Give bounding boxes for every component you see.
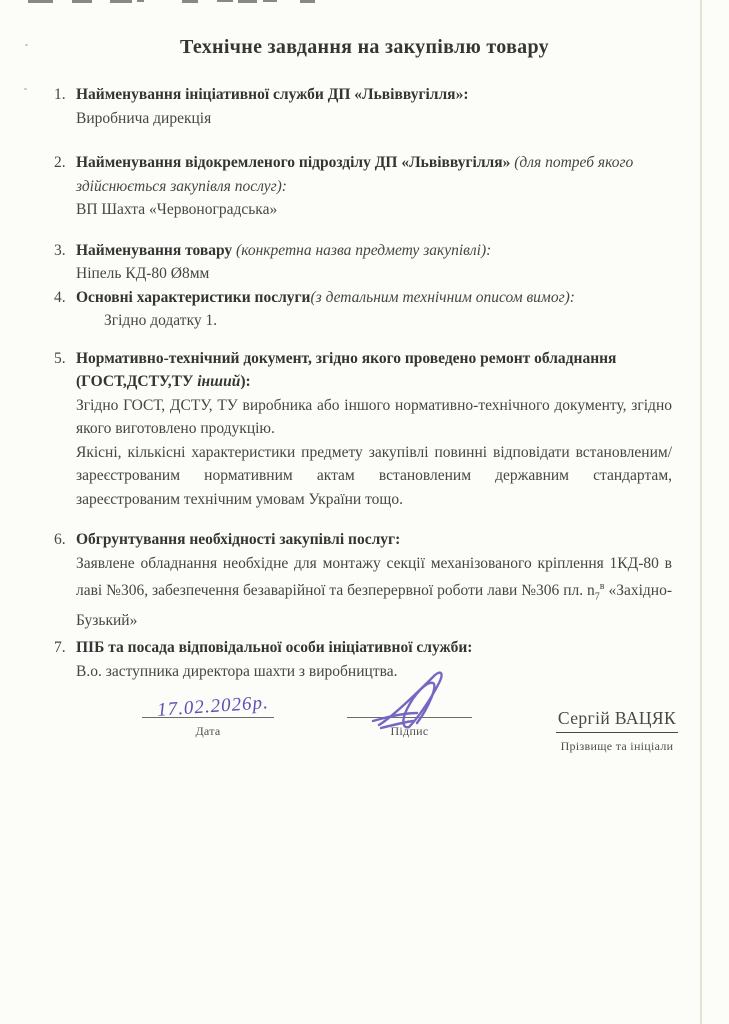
paragraph-text: «Західно-Бузький» [76, 582, 672, 629]
list-item-6 [54, 528, 672, 632]
item-heading [76, 636, 672, 660]
scan-speck [24, 88, 27, 90]
item-number: 4. [54, 288, 66, 306]
page-title: Технічне завдання на закупівлю товару [180, 36, 549, 58]
scan-artifact [263, 0, 277, 2]
item-number: 7. [54, 639, 66, 657]
list-item-1 [54, 83, 672, 130]
item-number: 3. [54, 241, 66, 259]
scan-speck [25, 44, 28, 46]
item-heading [76, 83, 672, 107]
item-label-end: ): [240, 373, 251, 390]
item-heading [76, 239, 672, 263]
subscript-text: 7 [594, 591, 600, 603]
scan-artifact [28, 0, 53, 3]
item-label: Нормативно-технічний документ, згідно якого проведено ремонт обладнання (ГОСТ,ДСТУ,ТУ [76, 349, 617, 390]
item-label: Найменування товару [76, 241, 233, 259]
signature-block [54, 692, 677, 785]
item-number: 5. [54, 349, 66, 367]
item-label: Обгрунтування необхідності закупівлі послуг: [76, 531, 401, 548]
list-item-5 [54, 347, 672, 512]
date-label: Дата [195, 724, 221, 739]
list-item-7 [54, 636, 672, 683]
scan-artifact [182, 0, 198, 3]
item-heading [76, 528, 672, 552]
responsible-person-name: Сергій ВАЦЯК [556, 707, 678, 733]
handwritten-date: 17.02.2026р. [156, 692, 270, 722]
scan-artifact [238, 0, 257, 3]
handwritten-signature [365, 669, 460, 731]
item-value: Ніпель КД-80 Ø8мм [76, 265, 210, 282]
item-heading [76, 151, 672, 198]
item-heading [76, 347, 672, 394]
item-label-note: (для потреб якого здійснюється закупівля послуг): [76, 154, 634, 195]
item-number: 6. [54, 531, 66, 548]
scan-artifact [137, 0, 144, 2]
scan-artifact [217, 0, 233, 2]
scan-edge-line [700, 0, 702, 1024]
signature-name-field [532, 707, 702, 758]
item-label: ПІБ та посада відповідальної особи ініціативної служби: [76, 639, 473, 657]
item-label: Основні характеристики послуги [76, 288, 311, 306]
item-number: 2. [54, 154, 66, 171]
item-paragraph: Згідно ГОСТ, ДСТУ, ТУ виробника або іншого нормативно-технічного документу, згідно якого виготовлено продукцію. [76, 396, 672, 437]
item-value: Виробнича дирекція [76, 109, 212, 127]
scan-artifact [110, 0, 132, 3]
name-label: Прізвище та ініціали [560, 738, 674, 753]
item-label-emphasis: інший [197, 373, 241, 390]
signature-sign-field [347, 717, 472, 744]
item-label: Найменування ініціативної служби ДП «Львіввугілля»: [76, 86, 469, 103]
superscript-text: в [599, 581, 605, 592]
list-item-4 [54, 286, 672, 333]
item-label-note: (з детальним технічним описом вимог): [310, 288, 575, 306]
item-label-note: (конкретна назва предмету закупівлі): [232, 241, 492, 259]
item-heading [76, 286, 672, 310]
sign-label: Підпис [390, 724, 429, 739]
signature-date-field [142, 692, 274, 744]
scan-artifact [72, 0, 92, 3]
scan-artifact [300, 0, 315, 3]
item-value: Згідно додатку 1. [104, 312, 218, 329]
item-label: Найменування відокремленого підрозділу ДП «Львіввугілля» [76, 154, 511, 171]
list-item-2 [54, 151, 672, 222]
item-value: В.о. заступника директора шахти з виробництва. [76, 662, 398, 680]
item-number: 1. [54, 86, 66, 103]
item-paragraph [76, 552, 672, 633]
item-paragraph: Якісні, кількісні характеристики предмету закупівлі повинні відповідати встановленим/зареєстрованим нормативним актам встановленим державним стандартам, зареєстрованим технічним умовам України тощо. [76, 443, 672, 508]
list-item-3 [54, 239, 672, 286]
item-value: ВП Шахта «Червоноградська» [76, 201, 278, 218]
document-body [0, 83, 729, 785]
paragraph-text: Заявлене обладнання необхідне для монтажу секції механізованого кріплення 1КД-80 в лаві №306, забезпечення безаварійної та безперервної роботи лави №306 пл. n [76, 554, 672, 600]
